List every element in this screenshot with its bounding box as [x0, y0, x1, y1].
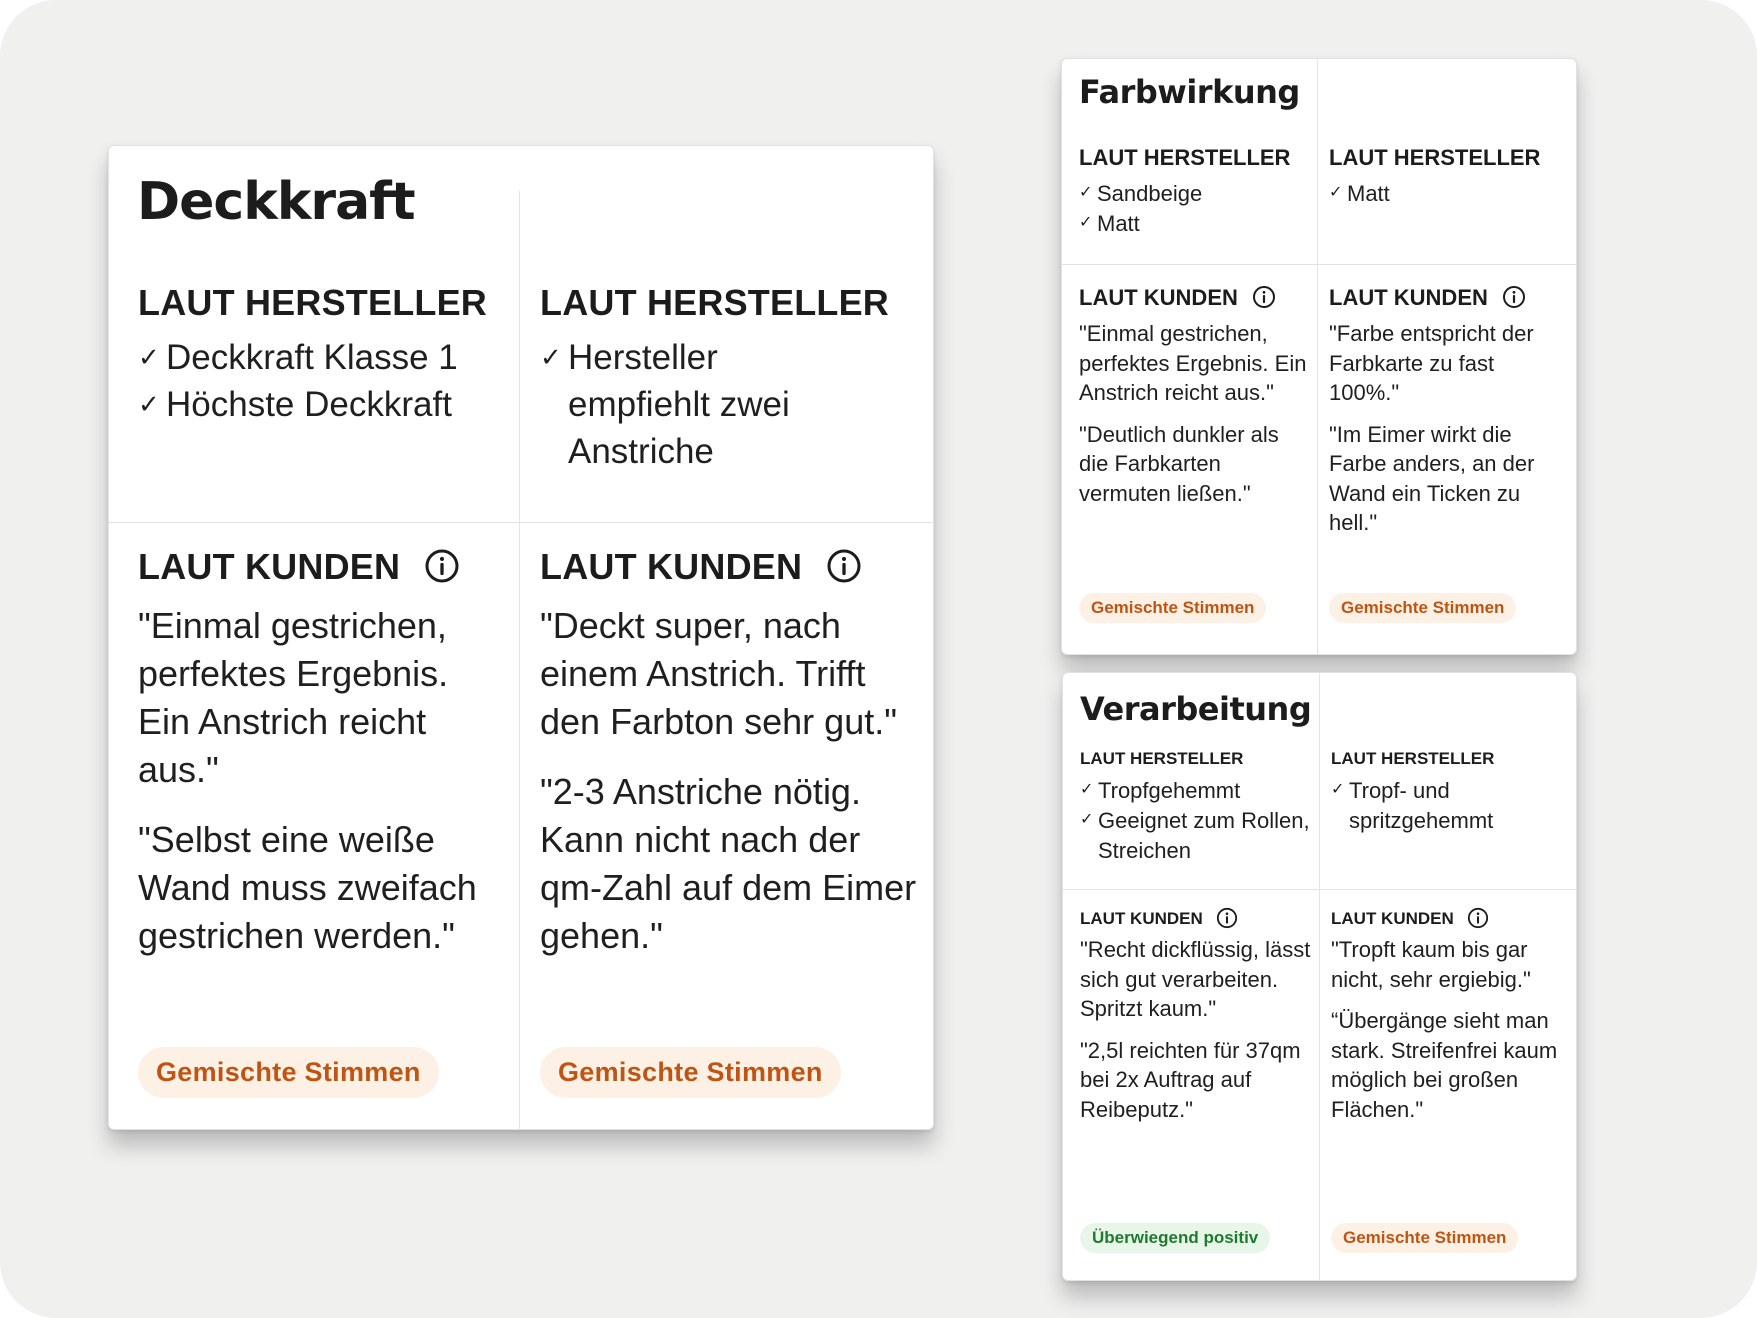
customer-quote: "Deckt super, nach einem Anstrich. Trifft den Farbton sehr gut.": [540, 605, 897, 742]
manufacturer-list: [540, 334, 915, 475]
manufacturer-item: ✓ Deckkraft Klasse 1: [138, 334, 508, 381]
info-circle-icon[interactable]: [826, 548, 862, 584]
checkmark-icon: ✓: [1079, 214, 1093, 231]
manufacturer-item: ✓ Geeignet zum Rollen, Streichen: [1080, 808, 1310, 863]
info-circle-icon[interactable]: [424, 548, 460, 584]
customer-quote: "2,5l reichten für 37qm bei 2x Auftrag auf Reibeputz.": [1080, 1037, 1301, 1122]
customer-quote: "Farbe entspricht der Farbkarte zu fast 100%.": [1329, 321, 1534, 405]
row-divider: [1063, 889, 1576, 890]
manufacturer-item: ✓ Tropf- und spritzgehemmt: [1331, 778, 1494, 833]
manufacturer-item: ✓ Matt: [1329, 181, 1390, 206]
manufacturer-heading: LAUT HERSTELLER: [1079, 145, 1291, 170]
manufacturer-item: ✓ Sandbeige: [1079, 181, 1203, 206]
manufacturer-list: [1079, 179, 1309, 239]
customer-quote: "Tropft kaum bis gar nicht, sehr ergiebig.": [1331, 937, 1531, 992]
manufacturer-item: ✓ Tropfgehemmt: [1080, 778, 1241, 803]
checkmark-icon: ✓: [1080, 781, 1094, 798]
customer-quote: "Im Eimer wirkt die Farbe anders, an der Wand ein Ticken zu hell.": [1329, 421, 1535, 535]
checkmark-icon: ✓: [1329, 184, 1343, 201]
customer-quote: "Deutlich dunkler als die Farbkarten vermuten ließen.": [1079, 421, 1279, 506]
customer-quote: "Einmal gestrichen, perfektes Ergebnis. Ein Anstrich reicht aus.": [138, 605, 449, 790]
manufacturer-item: ✓ Hersteller empfiehlt zwei Anstriche: [540, 334, 818, 475]
verarbeitung-card: [1062, 672, 1577, 1281]
customer-section: [1080, 909, 1312, 1124]
info-circle-icon[interactable]: [1502, 285, 1526, 309]
customer-section: [1329, 285, 1564, 538]
checkmark-icon: ✓: [540, 342, 562, 372]
checkmark-icon: ✓: [1331, 781, 1345, 798]
status-badge: Gemischte Stimmen: [1079, 593, 1266, 623]
info-circle-icon[interactable]: [1216, 907, 1238, 929]
customer-heading: LAUT KUNDEN: [1079, 285, 1311, 311]
farbwirkung-card: [1061, 58, 1577, 655]
manufacturer-list: [1331, 776, 1563, 836]
manufacturer-section: [1080, 749, 1312, 866]
info-circle-icon[interactable]: [1252, 285, 1276, 309]
column-divider: [1319, 673, 1320, 1280]
customer-section: [1079, 285, 1311, 508]
card-title: Farbwirkung: [1079, 73, 1300, 111]
checkmark-icon: ✓: [1079, 184, 1093, 201]
customer-section: [540, 546, 918, 960]
status-badge: Gemischte Stimmen: [1329, 593, 1516, 623]
status-badge: Gemischte Stimmen: [540, 1047, 841, 1098]
customer-heading: LAUT KUNDEN: [138, 546, 508, 588]
customer-quote: "Einmal gestrichen, perfektes Ergebnis. Ein Anstrich reicht aus.": [1079, 321, 1307, 405]
manufacturer-heading: LAUT HERSTELLER: [1329, 145, 1541, 170]
column-divider: [519, 191, 520, 1129]
manufacturer-section: [1331, 749, 1563, 836]
customer-heading: LAUT KUNDEN: [1080, 909, 1312, 929]
manufacturer-heading: LAUT HERSTELLER: [138, 282, 487, 323]
customer-heading: LAUT KUNDEN: [1331, 909, 1563, 929]
manufacturer-heading: LAUT HERSTELLER: [540, 282, 889, 323]
status-badge: Gemischte Stimmen: [138, 1047, 439, 1098]
row-divider: [109, 522, 933, 523]
customer-heading: LAUT KUNDEN: [1329, 285, 1564, 311]
manufacturer-section: [1079, 145, 1309, 239]
manufacturer-section: [1329, 145, 1564, 209]
customer-heading: LAUT KUNDEN: [540, 546, 918, 588]
card-title: Verarbeitung: [1080, 690, 1312, 728]
manufacturer-heading: LAUT HERSTELLER: [1331, 749, 1495, 768]
manufacturer-list: [138, 334, 508, 428]
status-badge: Gemischte Stimmen: [1331, 1223, 1518, 1253]
checkmark-icon: ✓: [138, 342, 160, 372]
info-circle-icon[interactable]: [1467, 907, 1489, 929]
customer-section: [1331, 909, 1563, 1124]
manufacturer-item: ✓ Matt: [1079, 211, 1140, 236]
status-badge: Überwiegend positiv: [1080, 1223, 1270, 1253]
manufacturer-section: [540, 282, 915, 475]
row-divider: [1062, 264, 1576, 265]
column-divider: [1317, 59, 1318, 654]
manufacturer-section: [138, 282, 508, 428]
manufacturer-list: [1080, 776, 1312, 866]
customer-quote: "Selbst eine weiße Wand muss zweifach gestrichen werden.": [138, 819, 477, 956]
customer-quote: "2-3 Anstriche nötig. Kann nicht nach der qm-Zahl auf dem Eimer gehen.": [540, 771, 917, 956]
manufacturer-heading: LAUT HERSTELLER: [1080, 749, 1244, 768]
card-title: Deckkraft: [137, 172, 415, 232]
customer-section: [138, 546, 508, 960]
customer-quote: "Recht dickflüssig, lässt sich gut verarbeiten. Spritzt kaum.": [1080, 937, 1311, 1021]
manufacturer-list: [1329, 179, 1564, 209]
deckkraft-card: [108, 145, 934, 1130]
customer-quote: “Übergänge sieht man stark. Streifenfrei kaum möglich bei großen Flächen.": [1331, 1008, 1558, 1122]
checkmark-icon: ✓: [138, 389, 160, 419]
checkmark-icon: ✓: [1080, 811, 1094, 828]
manufacturer-item: ✓ Höchste Deckkraft: [138, 381, 508, 428]
